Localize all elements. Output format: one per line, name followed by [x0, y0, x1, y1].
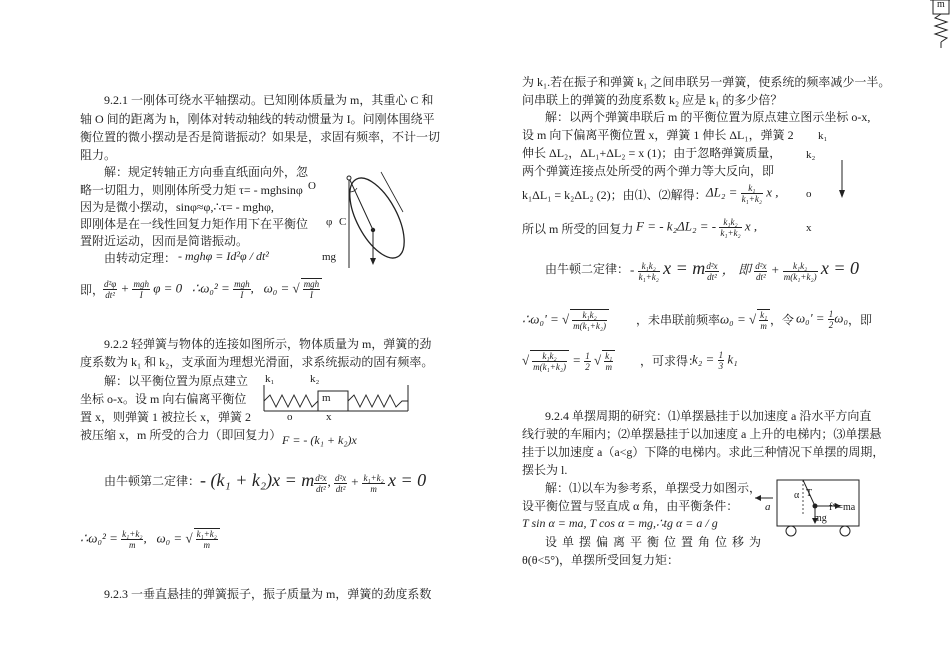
p923-restoring-force: F = - k₂ΔL₂ = - $\frac{\text{k₁k₂}}{\text{k₁+k₂}}$ x ,	[636, 217, 758, 238]
p924-line1: 9.2.4 单摆周期的研究：⑴单摆悬挂于以加速度 a 沿水平方向直	[545, 409, 872, 423]
p923-ratio-eq: √ $\frac{\text{k₁k₂}}{\text{m(k₁+k₂)}}$ = $\frac{1}{2}$ √ $\frac{\text{k₁}}{m}$	[522, 350, 615, 372]
p922-sol3: 置 x，则弹簧 1 被拉长 x，弹簧 2	[80, 410, 252, 424]
p922-restoring-force: F = - (k₁ + k₂)x	[282, 433, 357, 447]
p923c-line1: 为 k₁.若在振子和弹簧 k₁ 之间串联另一弹簧，使系统的频率减少一半。	[522, 75, 891, 89]
p921-sol4: 即刚体是在一线性回复力矩作用下在平衡位	[80, 217, 309, 231]
p924-line2: 线行驶的车厢内；⑵单摆悬挂于以加速度 a 上升的电梯内；⑶单摆悬	[522, 427, 882, 441]
p923c-line2: 问串联上的弹簧的劲度系数 k₂ 应是 k₁ 的多少倍？	[522, 93, 783, 107]
p921-sol2: 略一切阻力，则刚体所受力矩 τ= - mghsinφ	[80, 183, 303, 197]
fig-label-k1-right: k₁	[818, 130, 828, 142]
p922-equation-omega: ∴ω₀² = $\frac{\text{k₁+k₂}}{m}$ , ω₀ = √ $\frac{\text{k₁+k₂}}{m}$	[80, 528, 220, 550]
p922-line2: 度系数为 k₁ 和 k₂，支承面为理想光滑面，求系统振动的固有频率。	[80, 355, 434, 369]
p924-sol1: 解：⑴以车为参考系，单摆受力如图示，	[545, 481, 762, 495]
corner-mass-label: m	[937, 0, 945, 10]
p923c-sol9: ，令	[770, 313, 795, 327]
p923-newton-eq: - $\frac{\text{k₁k₂}}{\text{k₁+k₂}}$ x = m $\frac{\text{d²x}}{\text{dt²}}$ ， 即 $\frac{\text{d²x}}{\text{dt²}}$ + $\frac{\text{k₁k₂}}{\text{m(k₁+k₂)}}$ x = 0	[630, 258, 859, 282]
fig-label-mg: mg	[322, 251, 337, 263]
p924-line3: 挂于以加速度 a（a<g）下降的电梯内。求此三种情况下单摆的周期，	[522, 445, 885, 459]
cart-wheel-right	[840, 526, 850, 536]
fig-label-T: T	[806, 488, 813, 499]
fig-label-m: m	[322, 392, 331, 404]
p922-line1: 9.2.2 轻弹簧与物体的连接如图所示，物体质量为 m，弹簧的劲	[104, 337, 432, 351]
p923c-sol8: ，未串联前频率	[636, 313, 721, 327]
downward-axis-arrow	[838, 160, 848, 200]
p924-line4: 摆长为 l.	[522, 463, 568, 477]
fig-label-a: a	[765, 501, 771, 513]
fig-label-phi: φ	[326, 216, 333, 228]
pivot-point	[347, 176, 351, 180]
p923c-sol11: ，可求得：	[640, 354, 701, 368]
fig-label-O: O	[308, 180, 316, 192]
p923c-sol10: ，即	[848, 313, 873, 327]
spring-k2	[348, 395, 408, 407]
p923-omega0: ω₀ = √ $\frac{\text{k₁}}{m}$	[720, 309, 770, 331]
fig-label-mg-right: mg	[814, 513, 827, 524]
p921-sol6: 由转动定理：	[104, 251, 177, 265]
fig-label-x: x	[326, 411, 332, 423]
p923c-sol3: 伸长 ΔL₂，ΔL₁+ΔL₂ = x (1)；由于忽略弹簧质量，	[522, 146, 782, 160]
p922-equation-motion: - (k₁ + k₂)x = m $\frac{\text{d²x}}{\text{dt²}}$ , $\frac{\text{d²x}}{\text{dt²}}$ + $\frac{\text{k₁+k₂}}{m}$ x = 0	[200, 470, 427, 494]
p923-half-omega: ω₀' = $\frac{1}{2}$ ω₀	[796, 309, 848, 330]
p922-sol2: 坐标 o-x。设 m 向右偏离平衡位	[80, 392, 247, 406]
p923c-sol4: 两个弹簧连接点处所受的两个弹力等大反向，即	[522, 164, 775, 178]
p924-sol3: T sin α = ma, T cos α = mg,∴tg α = a / g	[522, 516, 718, 530]
p922-sol4: 被压缩 x，m 所受的合力（即回复力）	[80, 428, 282, 442]
p924-sol2: 设平衡位置与竖直成 α 角，由平衡条件：	[522, 499, 739, 513]
rigid-body-figure	[335, 170, 415, 270]
p923-line1: 9.2.3 一垂直悬挂的弹簧振子，振子质量为 m，弹簧的劲度系数	[104, 587, 432, 601]
p922-sol1: 解：以平衡位置为原点建立	[104, 374, 249, 388]
spring-k1	[264, 395, 318, 407]
rigid-body-ellipse	[339, 170, 416, 266]
fig-label-o: o	[287, 411, 293, 423]
p923c-sol6: 所以 m 所受的回复力	[522, 222, 634, 236]
p923c-sol2: 设 m 向下偏离平衡位置 x，弹簧 1 伸长 ΔL₁，弹簧 2	[522, 128, 794, 142]
p921-line4: 阻力。	[80, 148, 117, 162]
p921-line1: 9.2.1 一刚体可绕水平轴摆动。已知刚体质量为 m，其重心 C 和	[104, 93, 434, 107]
p922-sol5: 由牛顿第二定律：	[104, 474, 201, 488]
fig-label-k2: k₂	[310, 373, 320, 385]
p921-line3: 衡位置的微小摆动是否是简谐振动？如果是，求固有频率，不计一切	[80, 130, 441, 144]
fig-label-k2-right: k₂	[806, 149, 816, 161]
p923c-sol7: 由牛顿二定律：	[545, 262, 630, 276]
corner-spring	[935, 14, 947, 42]
p924-sol4: 设 单 摆 偏 离 平 衡 位 置 角 位 移 为	[545, 535, 763, 549]
fig-label-x-right: x	[806, 222, 812, 234]
fig-label-alpha: α	[794, 490, 800, 501]
p921-sol3: 因为是微小摆动，sinφ≈φ,∴τ= - mghφ,	[80, 200, 274, 214]
two-springs-figure	[262, 385, 412, 415]
p923c-sol5: k₁ΔL₁ = k₂ΔL₂ (2)；由⑴、⑵解得：	[522, 188, 707, 202]
fig-label-C: C	[339, 216, 347, 228]
p921-sol7: 即，	[80, 283, 105, 297]
p923-omega-prime: ∴ω₀' = √ $\frac{\text{k₁k₂}}{\text{m(k₁+k₂)}}$	[522, 309, 609, 331]
p921-sol5: 置附近运动，因而是简谐振动。	[80, 234, 249, 248]
p921-sol1: 解：规定转轴正方向垂直纸面向外，忽	[104, 165, 309, 179]
p923-result: k₂ = $\frac{1}{3}$ k₁	[692, 350, 738, 371]
p923-equation-dL2: ΔL₂ = $\frac{\text{k₁}}{\text{k₁+k₂}}$ x ,	[706, 183, 779, 204]
fig-label-k1: k₁	[265, 373, 275, 385]
p921-equation-torque: - mghφ = Id²φ / dt²	[178, 249, 269, 263]
fig-label-o-right: o	[806, 188, 812, 200]
p924-sol5: θ(θ<5°)，单摆所受回复力矩：	[522, 553, 680, 567]
cart-wheel-left	[786, 526, 796, 536]
p921-line2: 轴 O 间的距离为 h，刚体对转动轴线的转动惯量为 I。问刚体围绕平	[80, 112, 435, 126]
fig-label-force: f*=ma	[829, 502, 856, 513]
p923c-sol1: 解：以两个弹簧串联后 m 的平衡位置为原点建立图示坐标 o-x,	[545, 110, 871, 124]
p921-equation-omega: $\frac{\text{d²φ}}{\text{dt²}}$ + $\frac{\text{mgh}}{I}$ φ = 0 ∴ω₀² = $\frac{\text{mgh}}{I}$ , ω₀ = √ $\frac{\text{mgh}}{I}$	[103, 278, 322, 300]
